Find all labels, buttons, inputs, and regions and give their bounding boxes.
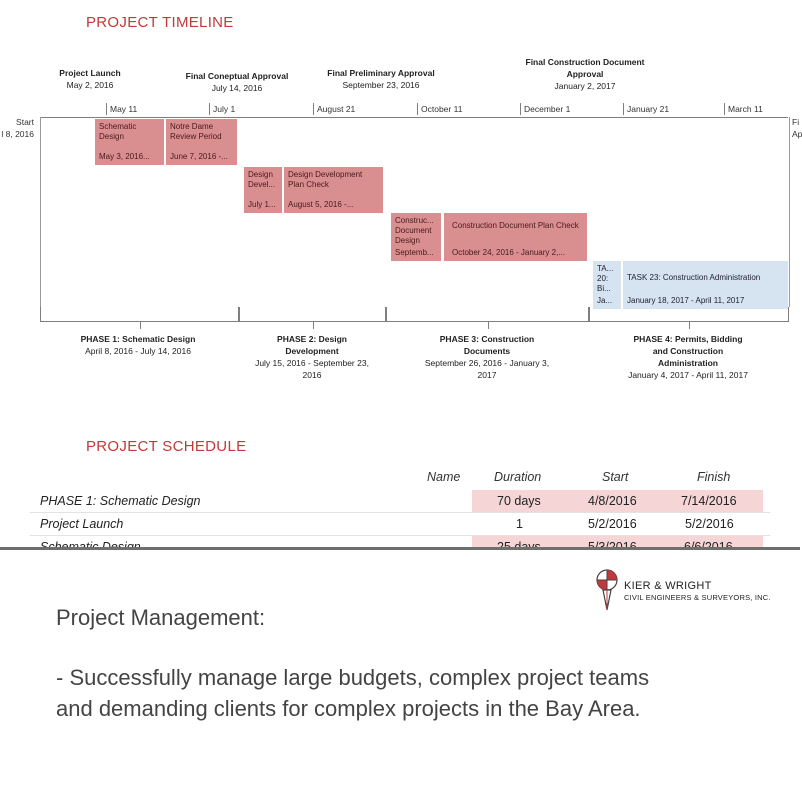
- finish-label: Fi: [792, 117, 800, 127]
- cell-name: PHASE 1: Schematic Design: [40, 494, 201, 508]
- column-header-finish: Finish: [697, 470, 731, 484]
- phase-dates: April 8, 2016 - July 14, 2016: [85, 346, 191, 356]
- milestone-preliminary-approval: [306, 67, 456, 91]
- milestone-date: July 14, 2016: [211, 83, 263, 93]
- milestone-conceptual-approval: [162, 70, 312, 94]
- milestone-project-launch: [15, 67, 165, 91]
- milestone-date: September 23, 2016: [342, 80, 420, 90]
- task-bar[interactable]: [592, 261, 621, 309]
- phase-label: [68, 333, 208, 357]
- axis-label: March 11: [724, 103, 763, 115]
- phase-bracket: [386, 307, 589, 322]
- milestone-date: May 2, 2016: [66, 80, 114, 90]
- finish-date: Ap: [792, 129, 802, 139]
- phase-title: PHASE 3: Construction Documents: [439, 334, 535, 356]
- task-date: October 24, 2016 - January 2,...: [452, 248, 565, 257]
- task-name: Design Devel...: [248, 170, 276, 189]
- phase-title: PHASE 1: Schematic Design: [80, 334, 196, 344]
- task-name: Notre Dame Review Period: [170, 122, 222, 141]
- cell-start: 4/8/2016: [588, 494, 637, 508]
- task-date: January 18, 2017 - April 11, 2017: [627, 296, 745, 305]
- task-date: August 5, 2016 -...: [288, 200, 354, 209]
- phase-label: [250, 333, 374, 381]
- task-bar[interactable]: [243, 167, 282, 213]
- task-name: Construc... Document Design: [395, 216, 434, 245]
- milestone-title: Project Launch: [59, 68, 121, 78]
- phase-dates: July 15, 2016 - September 23, 2016: [255, 358, 369, 380]
- milestone-construction-doc-approval: [520, 56, 650, 92]
- task-bar[interactable]: [94, 119, 164, 165]
- phase-label: [420, 333, 554, 381]
- timeline-title: PROJECT TIMELINE: [86, 14, 234, 31]
- phase-bracket: [589, 307, 789, 322]
- cell-duration: 1: [516, 517, 523, 531]
- phase-dates: January 4, 2017 - April 11, 2017: [628, 370, 748, 380]
- axis-label: January 21: [623, 103, 669, 115]
- task-date: June 7, 2016 -...: [170, 152, 228, 161]
- milestone-date: January 2, 2017: [554, 81, 616, 91]
- axis-label: July 1: [209, 103, 235, 115]
- schedule-title: PROJECT SCHEDULE: [86, 438, 247, 455]
- company-subtitle: CIVIL ENGINEERS & SURVEYORS, INC.: [624, 593, 771, 602]
- slide-bullet-line-2: and demanding clients for complex projects in the Bay Area.: [56, 696, 641, 721]
- table-row[interactable]: [0, 513, 800, 535]
- phase-bracket: [40, 307, 239, 322]
- phase-title: PHASE 4: Permits, Bidding and Construction Administration: [633, 334, 743, 368]
- task-name: TASK 23: Construction Administration: [627, 273, 761, 282]
- column-header-start: Start: [602, 470, 629, 484]
- slide-bullet-line-1: - Successfully manage large budgets, complex project teams: [56, 665, 650, 690]
- task-bar[interactable]: [390, 213, 441, 261]
- start-label: [12, 116, 34, 128]
- milestone-title: Final Construction Document Approval: [525, 57, 645, 79]
- phase-title: PHASE 2: Design Development: [277, 334, 347, 356]
- task-name: TA... 20: Bi...: [597, 264, 614, 293]
- company-name: KIER & WRIGHT: [624, 580, 712, 592]
- axis-label: August 21: [313, 103, 355, 115]
- task-date: May 3, 2016...: [99, 152, 150, 161]
- task-date: Ja...: [597, 296, 613, 305]
- milestone-title: Final Coneptual Approval: [185, 71, 289, 81]
- cell-duration: 70 days: [497, 494, 541, 508]
- task-name: Design Development Plan Check: [288, 170, 363, 189]
- task-date: July 1...: [248, 200, 276, 209]
- axis-label: October 11: [417, 103, 462, 115]
- cell-name: Project Launch: [40, 517, 124, 531]
- cell-finish: 5/2/2016: [685, 517, 734, 531]
- axis-label: May 11: [106, 103, 137, 115]
- axis-label: December 1: [520, 103, 570, 115]
- cell-start: 5/2/2016: [588, 517, 637, 531]
- task-bar[interactable]: [443, 213, 587, 261]
- kier-wright-logo-icon: [594, 568, 620, 614]
- task-name: Schematic Design: [99, 122, 137, 141]
- task-bar[interactable]: [165, 119, 237, 165]
- slide-caption-area: [0, 550, 800, 800]
- start-date: l 8, 2016: [1, 129, 34, 139]
- table-row[interactable]: [0, 490, 800, 512]
- slide-heading: Project Management:: [56, 605, 266, 630]
- column-header-duration: Duration: [494, 470, 542, 484]
- milestone-title: Final Preliminary Approval: [327, 68, 435, 78]
- phase-dates: September 26, 2016 - January 3, 2017: [424, 358, 550, 380]
- task-name: Construction Document Plan Check: [452, 221, 579, 230]
- task-bar[interactable]: [283, 167, 383, 213]
- phase-bracket: [239, 307, 386, 322]
- task-bar[interactable]: [622, 261, 788, 309]
- column-header-name: Name: [427, 470, 461, 484]
- phase-label: [626, 333, 750, 381]
- cell-finish: 7/14/2016: [681, 494, 737, 508]
- task-date: Septemb...: [395, 248, 434, 257]
- start-label-text: Start: [16, 117, 34, 127]
